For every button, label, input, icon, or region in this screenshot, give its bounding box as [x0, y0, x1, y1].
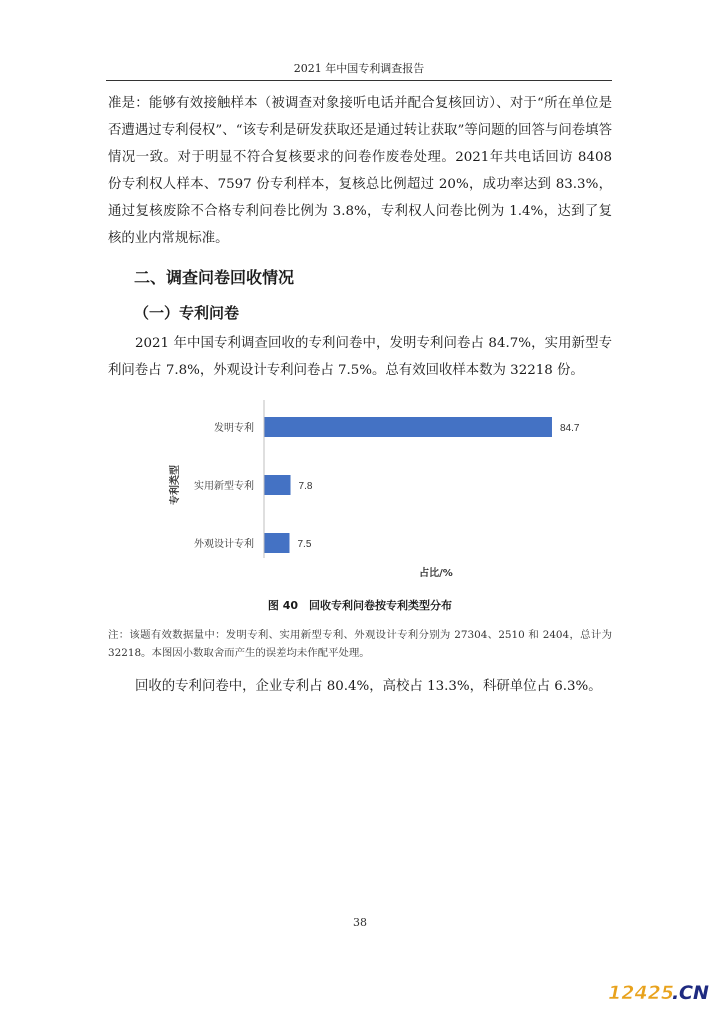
- watermark-dot: .: [672, 982, 680, 1004]
- site-watermark-logo: [602, 977, 714, 1007]
- category-label: 实用新型专利: [194, 481, 254, 492]
- figure-note: 注：该题有效数据量中：发明专利、实用新型专利、外观设计专利分别为 27304、2510 和 2404，总计为 32218。本图因小数取舍而产生的误差均未作配平处理。: [108, 629, 612, 659]
- value-label: 84.7: [559, 423, 580, 434]
- bar-2: [264, 533, 290, 553]
- paragraph-questionnaire-share: 2021 年中国专利调查回收的专利问卷中，发明专利问卷占 84.7%，实用新型专利问卷占 7.8%，外观设计专利问卷占 7.5%。总有效回收样本数为 32218 份。: [108, 336, 612, 378]
- category-label: 外观设计专利: [194, 539, 254, 550]
- running-header: 2021 年中国专利调查报告: [293, 62, 425, 75]
- watermark-cn: CN: [679, 982, 709, 1004]
- chart-labels: [194, 421, 580, 550]
- paragraph-source-share: 回收的专利问卷中，企业专利占 80.4%，高校占 13.3%，科研单位占 6.3%。: [135, 679, 602, 694]
- bar-1: [264, 475, 291, 495]
- page-number: 38: [353, 916, 367, 929]
- x-axis-title: 占比/%: [419, 568, 453, 579]
- category-label: 发明专利: [214, 423, 254, 434]
- subsection-heading: （一）专利问卷: [134, 304, 240, 322]
- header-divider: [106, 80, 612, 81]
- patent-type-bar-chart: [160, 390, 580, 590]
- value-label: 7.5: [297, 539, 312, 550]
- section-heading: 二、调查问卷回收情况: [134, 268, 295, 287]
- figure-caption: 图 40 回收专利问卷按专利类型分布: [267, 599, 453, 612]
- bar-0: [264, 417, 552, 437]
- paragraph-review-standard: 准是：能够有效接触样本（被调查对象接听电话并配合复核回访）、对于“所在单位是否遭遇过专利侵权”、“该专利是研发获取还是通过转让获取”等问题的回答与问卷填答情况一致。对于明显不符合复核要求的问卷作废卷处理。2021年共电话回访 8408 份专利权人样本、7597 份专利样本，复核总比例超过 20%，成功率达到 83.3%，通过复核废除不合格专利问卷比例为 3.8%，专利权人问卷比例为 1.4%，达到了复核的业内常规标准。: [108, 96, 612, 246]
- y-axis-title: 专利类型: [170, 465, 181, 505]
- value-label: 7.8: [298, 481, 313, 492]
- watermark-number: 12425: [608, 982, 675, 1004]
